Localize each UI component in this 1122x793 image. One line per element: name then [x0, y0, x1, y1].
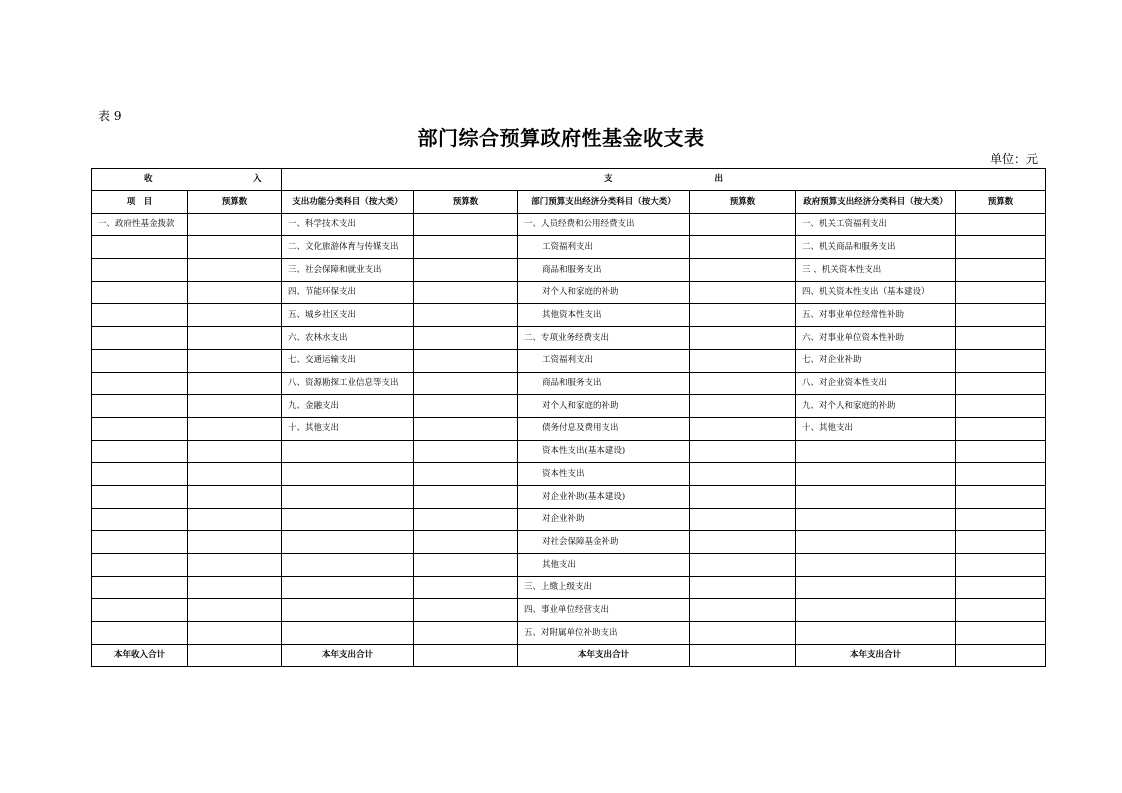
income-item-cell [92, 463, 188, 486]
dept-item-cell: 资本性支出 [518, 463, 690, 486]
dept-budget-cell [690, 576, 796, 599]
func-item-cell [282, 485, 414, 508]
income-item-cell [92, 349, 188, 372]
table-row [92, 599, 1046, 622]
income-budget-cell [188, 531, 282, 554]
func-budget-cell [414, 554, 518, 577]
table-row [92, 485, 1046, 508]
total-row [92, 644, 1046, 667]
func-item-cell: 六、农林水支出 [282, 327, 414, 350]
gov-budget-cell [956, 485, 1046, 508]
income-budget-cell [188, 281, 282, 304]
col-dept-econ: 部门预算支出经济分类科目（按大类） [518, 191, 690, 214]
table-row [92, 259, 1046, 282]
gov-item-cell: 十、其他支出 [796, 417, 956, 440]
gov-budget-cell [956, 395, 1046, 418]
col-func-class: 支出功能分类科目（按大类） [282, 191, 414, 214]
income-item-cell [92, 440, 188, 463]
gov-budget-cell [956, 531, 1046, 554]
gov-budget-cell [956, 213, 1046, 236]
dept-budget-cell [690, 531, 796, 554]
dept-budget-cell [690, 554, 796, 577]
gov-item-cell [796, 485, 956, 508]
dept-budget-cell [690, 236, 796, 259]
func-budget-cell [414, 508, 518, 531]
dept-item-cell: 对企业补助(基本建设) [518, 485, 690, 508]
func-budget-cell [414, 259, 518, 282]
income-budget-cell [188, 508, 282, 531]
func-budget-cell [414, 304, 518, 327]
col-item: 项 目 [92, 191, 188, 214]
income-item-cell [92, 576, 188, 599]
dept-total-label: 本年支出合计 [518, 644, 690, 667]
func-item-cell [282, 554, 414, 577]
gov-budget-cell [956, 622, 1046, 645]
func-budget-cell [414, 463, 518, 486]
func-budget-cell [414, 599, 518, 622]
income-item-cell: 一、政府性基金拨款 [92, 213, 188, 236]
func-budget-cell [414, 622, 518, 645]
table-row [92, 417, 1046, 440]
col-budget-func: 预算数 [414, 191, 518, 214]
income-budget-cell [188, 576, 282, 599]
dept-item-cell: 工资福利支出 [518, 236, 690, 259]
dept-budget-cell [690, 417, 796, 440]
dept-budget-cell [690, 622, 796, 645]
table-row [92, 440, 1046, 463]
dept-item-cell: 三、上缴上级支出 [518, 576, 690, 599]
dept-budget-cell [690, 327, 796, 350]
gov-item-cell: 六、对事业单位资本性补助 [796, 327, 956, 350]
income-item-cell [92, 372, 188, 395]
income-budget-cell [188, 236, 282, 259]
func-item-cell: 十、其他支出 [282, 417, 414, 440]
gov-budget-cell [956, 417, 1046, 440]
gov-item-cell [796, 554, 956, 577]
gov-item-cell: 八、对企业资本性支出 [796, 372, 956, 395]
col-budget-income: 预算数 [188, 191, 282, 214]
func-item-cell: 三、社会保障和就业支出 [282, 259, 414, 282]
dept-budget-cell [690, 508, 796, 531]
gov-item-cell [796, 599, 956, 622]
func-item-cell: 八、资源勘探工业信息等支出 [282, 372, 414, 395]
dept-item-cell: 对社会保障基金补助 [518, 531, 690, 554]
gov-item-cell: 九、对个人和家庭的补助 [796, 395, 956, 418]
func-item-cell [282, 599, 414, 622]
budget-table [91, 168, 1046, 667]
income-budget-cell [188, 485, 282, 508]
income-total-value [188, 644, 282, 667]
income-budget-cell [188, 440, 282, 463]
dept-budget-cell [690, 395, 796, 418]
income-budget-cell [188, 304, 282, 327]
gov-total-value [956, 644, 1046, 667]
dept-item-cell: 工资福利支出 [518, 349, 690, 372]
income-item-cell [92, 281, 188, 304]
dept-budget-cell [690, 599, 796, 622]
dept-item-cell: 五、对附属单位补助支出 [518, 622, 690, 645]
table-row [92, 576, 1046, 599]
table-row [92, 463, 1046, 486]
func-item-cell: 二、文化旅游体育与传媒支出 [282, 236, 414, 259]
gov-item-cell [796, 463, 956, 486]
gov-budget-cell [956, 281, 1046, 304]
income-item-cell [92, 417, 188, 440]
gov-item-cell [796, 440, 956, 463]
func-budget-cell [414, 417, 518, 440]
table-row [92, 213, 1046, 236]
gov-item-cell [796, 508, 956, 531]
func-total-label: 本年支出合计 [282, 644, 414, 667]
gov-budget-cell [956, 236, 1046, 259]
func-budget-cell [414, 349, 518, 372]
func-budget-cell [414, 213, 518, 236]
dept-budget-cell [690, 281, 796, 304]
income-item-cell [92, 236, 188, 259]
income-budget-cell [188, 395, 282, 418]
func-budget-cell [414, 485, 518, 508]
income-item-cell [92, 622, 188, 645]
gov-budget-cell [956, 463, 1046, 486]
gov-budget-cell [956, 327, 1046, 350]
func-item-cell: 四、节能环保支出 [282, 281, 414, 304]
income-item-cell [92, 599, 188, 622]
func-item-cell [282, 440, 414, 463]
dept-budget-cell [690, 485, 796, 508]
func-total-value [414, 644, 518, 667]
col-budget-gov: 预算数 [956, 191, 1046, 214]
table-row [92, 236, 1046, 259]
gov-budget-cell [956, 372, 1046, 395]
func-item-cell [282, 531, 414, 554]
table-row [92, 327, 1046, 350]
table-row [92, 554, 1046, 577]
dept-item-cell: 对企业补助 [518, 508, 690, 531]
table-row [92, 508, 1046, 531]
gov-budget-cell [956, 554, 1046, 577]
dept-budget-cell [690, 259, 796, 282]
income-item-cell [92, 485, 188, 508]
dept-budget-cell [690, 349, 796, 372]
gov-budget-cell [956, 349, 1046, 372]
col-budget-dept: 预算数 [690, 191, 796, 214]
dept-item-cell: 商品和服务支出 [518, 259, 690, 282]
income-budget-cell [188, 349, 282, 372]
section-income: 收 入 [92, 169, 282, 191]
dept-item-cell: 其他资本性支出 [518, 304, 690, 327]
func-item-cell: 七、交通运输支出 [282, 349, 414, 372]
dept-total-value [690, 644, 796, 667]
table-row [92, 622, 1046, 645]
table-row [92, 349, 1046, 372]
table-row [92, 304, 1046, 327]
gov-item-cell: 三 、机关资本性支出 [796, 259, 956, 282]
gov-item-cell: 七、对企业补助 [796, 349, 956, 372]
gov-budget-cell [956, 304, 1046, 327]
dept-item-cell: 对个人和家庭的补助 [518, 395, 690, 418]
section-header-row [92, 169, 1046, 191]
func-item-cell [282, 508, 414, 531]
income-item-cell [92, 508, 188, 531]
income-item-cell [92, 304, 188, 327]
dept-item-cell: 二、专项业务经费支出 [518, 327, 690, 350]
func-budget-cell [414, 372, 518, 395]
dept-item-cell: 对个人和家庭的补助 [518, 281, 690, 304]
table-row [92, 372, 1046, 395]
gov-item-cell [796, 622, 956, 645]
table-row [92, 395, 1046, 418]
func-item-cell: 一、科学技术支出 [282, 213, 414, 236]
gov-item-cell: 五、对事业单位经常性补助 [796, 304, 956, 327]
table-row [92, 531, 1046, 554]
income-budget-cell [188, 599, 282, 622]
gov-total-label: 本年支出合计 [796, 644, 956, 667]
dept-budget-cell [690, 372, 796, 395]
gov-budget-cell [956, 440, 1046, 463]
gov-budget-cell [956, 599, 1046, 622]
unit-label: 单位：元 [989, 152, 1038, 166]
income-budget-cell [188, 622, 282, 645]
func-item-cell [282, 622, 414, 645]
func-budget-cell [414, 576, 518, 599]
dept-item-cell: 资本性支出(基本建设) [518, 440, 690, 463]
func-budget-cell [414, 327, 518, 350]
gov-item-cell: 四、机关资本性支出（基本建设） [796, 281, 956, 304]
column-header-row [92, 191, 1046, 214]
income-budget-cell [188, 327, 282, 350]
col-gov-econ: 政府预算支出经济分类科目（按大类） [796, 191, 956, 214]
gov-budget-cell [956, 576, 1046, 599]
gov-budget-cell [956, 259, 1046, 282]
func-item-cell [282, 576, 414, 599]
income-item-cell [92, 554, 188, 577]
gov-item-cell: 二、机关商品和服务支出 [796, 236, 956, 259]
section-expense: 支 出 [282, 169, 1046, 191]
gov-budget-cell [956, 508, 1046, 531]
income-budget-cell [188, 213, 282, 236]
func-budget-cell [414, 531, 518, 554]
dept-budget-cell [690, 440, 796, 463]
gov-item-cell: 一、机关工资福利支出 [796, 213, 956, 236]
dept-item-cell: 一、人员经费和公用经费支出 [518, 213, 690, 236]
func-budget-cell [414, 281, 518, 304]
func-item-cell [282, 463, 414, 486]
income-total-label: 本年收入合计 [92, 644, 188, 667]
dept-budget-cell [690, 304, 796, 327]
income-budget-cell [188, 372, 282, 395]
income-budget-cell [188, 554, 282, 577]
func-item-cell: 五、城乡社区支出 [282, 304, 414, 327]
income-item-cell [92, 395, 188, 418]
income-item-cell [92, 327, 188, 350]
func-budget-cell [414, 395, 518, 418]
income-budget-cell [188, 259, 282, 282]
dept-budget-cell [690, 213, 796, 236]
dept-budget-cell [690, 463, 796, 486]
func-item-cell: 九、金融支出 [282, 395, 414, 418]
dept-item-cell: 其他支出 [518, 554, 690, 577]
income-item-cell [92, 259, 188, 282]
table-row [92, 281, 1046, 304]
gov-item-cell [796, 531, 956, 554]
gov-item-cell [796, 576, 956, 599]
dept-item-cell: 商品和服务支出 [518, 372, 690, 395]
dept-item-cell: 债务付息及费用支出 [518, 417, 690, 440]
func-budget-cell [414, 236, 518, 259]
dept-item-cell: 四、事业单位经营支出 [518, 599, 690, 622]
func-budget-cell [414, 440, 518, 463]
income-item-cell [92, 531, 188, 554]
income-budget-cell [188, 463, 282, 486]
page-title: 部门综合预算政府性基金收支表 [417, 126, 705, 150]
table-number: 表 9 [98, 109, 122, 123]
income-budget-cell [188, 417, 282, 440]
